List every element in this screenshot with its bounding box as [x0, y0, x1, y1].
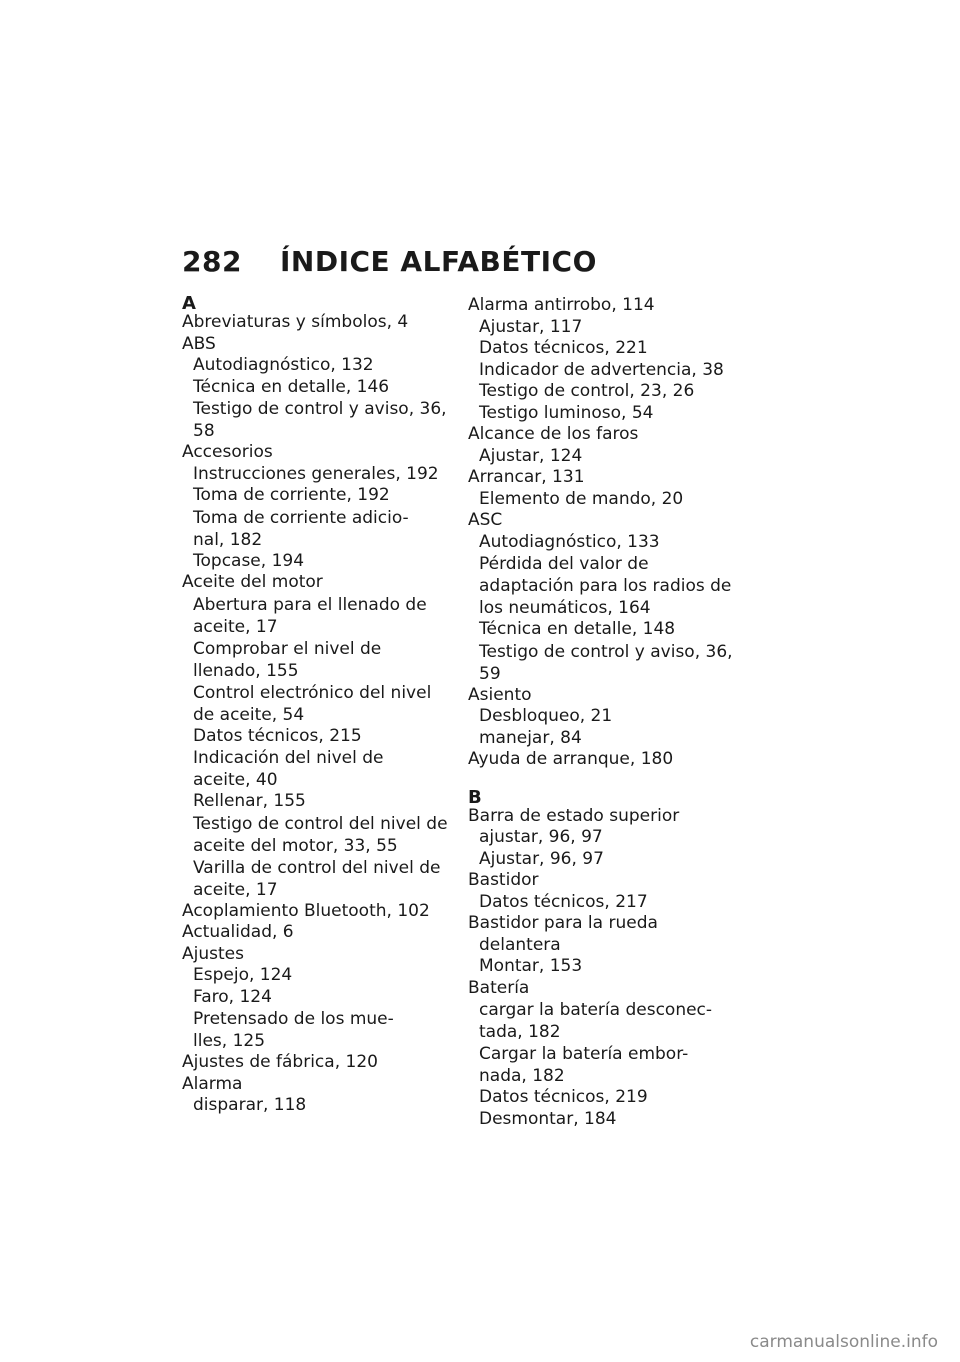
index-term-line: Barra de estado superior — [468, 805, 680, 826]
index-subentry-line: llenado, 155 — [193, 660, 299, 681]
index-subentries — [479, 892, 743, 914]
index-subentry-line: ajustar, 96, 97 — [479, 827, 603, 847]
index-entry — [468, 295, 743, 424]
index-entry — [468, 913, 743, 978]
index-term-line: Arrancar, 131 — [468, 467, 585, 487]
index-subentry — [479, 641, 743, 685]
index-term-line: Alarma — [182, 1073, 243, 1094]
index-subentry — [479, 619, 743, 641]
index-subentry-line: Testigo de control, 23, 26 — [479, 381, 695, 401]
index-term — [468, 978, 743, 1000]
index-subentries — [193, 594, 454, 901]
index-subentry — [479, 956, 743, 978]
index-subentry-line: los neumáticos, 164 — [479, 598, 651, 618]
index-subentry-line: Datos técnicos, 217 — [479, 891, 648, 912]
index-entry — [468, 424, 743, 467]
index-subentry — [193, 813, 454, 857]
index-subentry-line: tada, 182 — [479, 1022, 561, 1042]
index-subentry-line: Montar, 153 — [479, 956, 583, 976]
index-subentry-line: Datos técnicos, 215 — [193, 725, 362, 746]
index-subentry-line: Datos técnicos, 221 — [479, 338, 648, 358]
index-subentry — [479, 338, 743, 360]
index-subentry — [479, 728, 743, 750]
index-subentry — [193, 485, 454, 507]
index-subentry-line: Cargar la batería embor- — [479, 1044, 689, 1064]
index-term-line: Ajustes de fábrica, 120 — [182, 1052, 378, 1072]
index-term — [468, 467, 743, 489]
index-subentry — [479, 706, 743, 728]
index-term — [182, 901, 454, 923]
index-entry — [182, 572, 454, 901]
index-subentries — [193, 464, 454, 573]
index-entry — [182, 922, 454, 944]
index-subentry-line: Testigo de control y aviso, 36, — [479, 641, 733, 662]
index-entry — [468, 870, 743, 913]
index-subentry-line: Desmontar, 184 — [479, 1108, 617, 1129]
index-subentry — [193, 355, 454, 377]
index-subentry — [479, 360, 743, 382]
index-subentry — [193, 857, 454, 901]
index-subentry-line: aceite, 17 — [193, 616, 278, 637]
index-subentry — [479, 1087, 743, 1109]
index-subentry-line: nal, 182 — [193, 529, 263, 550]
index-subentry-line: cargar la batería desconec- — [479, 1000, 713, 1020]
index-subentry-line: Varilla de control del nivel de — [193, 857, 441, 878]
index-term — [468, 870, 743, 892]
index-subentry-line: Rellenar, 155 — [193, 791, 306, 811]
index-subentries — [193, 965, 454, 1052]
index-subentry-line: nada, 182 — [479, 1066, 565, 1086]
index-subentry — [479, 532, 743, 554]
index-section-letter: B — [468, 786, 482, 808]
index-subentry-line: Toma de corriente adicio- — [193, 507, 409, 528]
index-subentry-line: Desbloqueo, 21 — [479, 706, 613, 726]
index-entry — [468, 978, 743, 1131]
index-entry — [468, 467, 743, 510]
index-subentry-line: Indicador de advertencia, 38 — [479, 359, 724, 380]
index-entry — [182, 1074, 454, 1117]
index-term-line: ASC — [468, 510, 503, 530]
index-term-line: Accesorios — [182, 442, 273, 462]
index-subentry-line: Testigo de control y aviso, 36, — [193, 399, 447, 419]
index-term — [468, 806, 743, 828]
index-subentries — [479, 999, 743, 1130]
index-subentry — [479, 999, 743, 1043]
index-term-line: Abreviaturas y símbolos, 4 — [182, 312, 409, 332]
index-entry — [182, 944, 454, 1053]
index-subentry-line: disparar, 118 — [193, 1095, 307, 1115]
index-subentry — [193, 682, 454, 726]
index-subentries — [479, 317, 743, 425]
index-term-line: Bastidor para la rueda — [468, 913, 658, 933]
index-subentry — [479, 317, 743, 339]
index-term-line: Alarma antirrobo, 114 — [468, 295, 655, 315]
index-subentry-line: Topcase, 194 — [193, 550, 305, 571]
index-subentry-line: aceite del motor, 33, 55 — [193, 835, 398, 856]
index-subentry-line: adaptación para los radios de — [479, 576, 732, 596]
index-subentry — [193, 791, 454, 813]
index-subentry-line: Toma de corriente, 192 — [193, 485, 390, 505]
index-term-line: ABS — [182, 333, 216, 354]
index-term — [468, 685, 743, 707]
index-subentry-line: Pérdida del valor de — [479, 554, 649, 574]
index-term-line: Aceite del motor — [182, 572, 323, 592]
index-term — [468, 913, 743, 956]
index-subentry — [479, 849, 743, 871]
index-term-line: Alcance de los faros — [468, 424, 639, 444]
index-subentry-line: Autodiagnóstico, 133 — [479, 531, 660, 552]
index-subentries — [479, 532, 743, 685]
index-subentry-line: Control electrónico del nivel — [193, 682, 432, 703]
index-subentry-line: Instrucciones generales, 192 — [193, 463, 439, 484]
index-subentry-line: 59 — [479, 663, 501, 684]
index-subentry — [193, 1008, 454, 1052]
index-term-line: Acoplamiento Bluetooth, 102 — [182, 900, 430, 921]
index-subentry-line: Ajustar, 96, 97 — [479, 848, 604, 869]
index-subentry-line: Comprobar el nivel de — [193, 638, 382, 659]
index-entry — [182, 901, 454, 923]
index-subentry-line: Ajustar, 117 — [479, 316, 583, 337]
index-subentry-line: Abertura para el llenado de — [193, 594, 427, 615]
index-entry — [468, 685, 743, 750]
index-entry — [468, 510, 743, 685]
watermark: carmanualsonline.info — [749, 1332, 938, 1352]
index-term-line: delantera — [479, 934, 561, 955]
index-term-line: Bastidor — [468, 870, 539, 890]
index-subentry — [479, 403, 743, 425]
index-subentries — [479, 706, 743, 749]
index-subentry — [479, 1109, 743, 1131]
index-subentry-line: aceite, 40 — [193, 770, 278, 790]
index-term-line: Ayuda de arranque, 180 — [468, 749, 674, 769]
index-entry — [468, 806, 743, 871]
index-subentry — [193, 507, 454, 551]
index-subentry — [193, 594, 454, 638]
index-subentry — [193, 987, 454, 1009]
index-subentry-line: lles, 125 — [193, 1031, 266, 1051]
index-subentry-line: Testigo luminoso, 54 — [479, 402, 654, 423]
index-term — [182, 572, 454, 594]
index-column-left — [182, 295, 454, 1117]
index-subentry — [193, 747, 454, 791]
index-subentry — [479, 489, 743, 511]
index-subentry-line: Datos técnicos, 219 — [479, 1087, 648, 1107]
index-term — [468, 424, 743, 446]
index-subentry-line: Técnica en detalle, 146 — [193, 376, 390, 397]
index-entry — [182, 312, 454, 334]
index-term — [182, 442, 454, 464]
index-subentries — [479, 489, 743, 511]
page-number: 282 — [182, 245, 242, 278]
index-term — [182, 334, 454, 356]
index-subentry — [479, 446, 743, 468]
index-term — [182, 1052, 454, 1074]
index-term — [182, 1074, 454, 1096]
index-subentry-line: Faro, 124 — [193, 986, 272, 1007]
index-subentry — [193, 551, 454, 573]
index-subentry-line: Espejo, 124 — [193, 965, 293, 985]
index-term — [182, 922, 454, 944]
index-subentry — [193, 965, 454, 987]
index-entry — [182, 1052, 454, 1074]
index-subentry-line: de aceite, 54 — [193, 704, 305, 725]
index-entry — [468, 749, 743, 771]
index-subentry — [193, 377, 454, 399]
page-title: ÍNDICE ALFABÉTICO — [280, 245, 597, 278]
index-subentries — [479, 956, 743, 978]
index-subentry-line: Pretensado de los mue- — [193, 1009, 394, 1029]
index-subentry-line: manejar, 84 — [479, 727, 582, 748]
index-subentries — [193, 355, 454, 442]
index-subentry-line: Técnica en detalle, 148 — [479, 619, 676, 639]
index-term — [468, 295, 743, 317]
index-subentries — [193, 1095, 454, 1117]
index-entry — [182, 334, 454, 443]
index-term-line: Batería — [468, 977, 530, 998]
index-subentry — [193, 398, 454, 442]
index-subentry-line: 58 — [193, 421, 215, 441]
index-subentry — [193, 464, 454, 486]
index-subentry — [479, 553, 743, 619]
index-subentry — [479, 892, 743, 914]
index-subentry-line: Ajustar, 124 — [479, 445, 583, 466]
index-term — [182, 312, 454, 334]
index-subentry-line: Indicación del nivel de — [193, 748, 384, 768]
index-column-right — [468, 295, 743, 1130]
index-subentry-line: Elemento de mando, 20 — [479, 488, 684, 509]
index-subentry — [479, 827, 743, 849]
index-term-line: Asiento — [468, 684, 532, 705]
index-term-line: Actualidad, 6 — [182, 922, 294, 942]
page-header — [182, 245, 597, 278]
index-subentry-line: Autodiagnóstico, 132 — [193, 355, 374, 375]
index-subentry — [193, 726, 454, 748]
index-section-letter: A — [182, 293, 196, 314]
index-subentry — [479, 381, 743, 403]
index-subentry-line: aceite, 17 — [193, 879, 278, 900]
index-term-line: Ajustes — [182, 943, 244, 964]
index-term — [468, 510, 743, 532]
index-term — [468, 749, 743, 771]
index-subentries — [479, 446, 743, 468]
index-subentry-line: Testigo de control del nivel de — [193, 813, 448, 834]
index-subentry — [193, 1095, 454, 1117]
index-subentries — [479, 827, 743, 870]
index-entry — [182, 442, 454, 572]
index-term — [182, 944, 454, 966]
index-subentry — [479, 1043, 743, 1087]
index-subentry — [193, 638, 454, 682]
